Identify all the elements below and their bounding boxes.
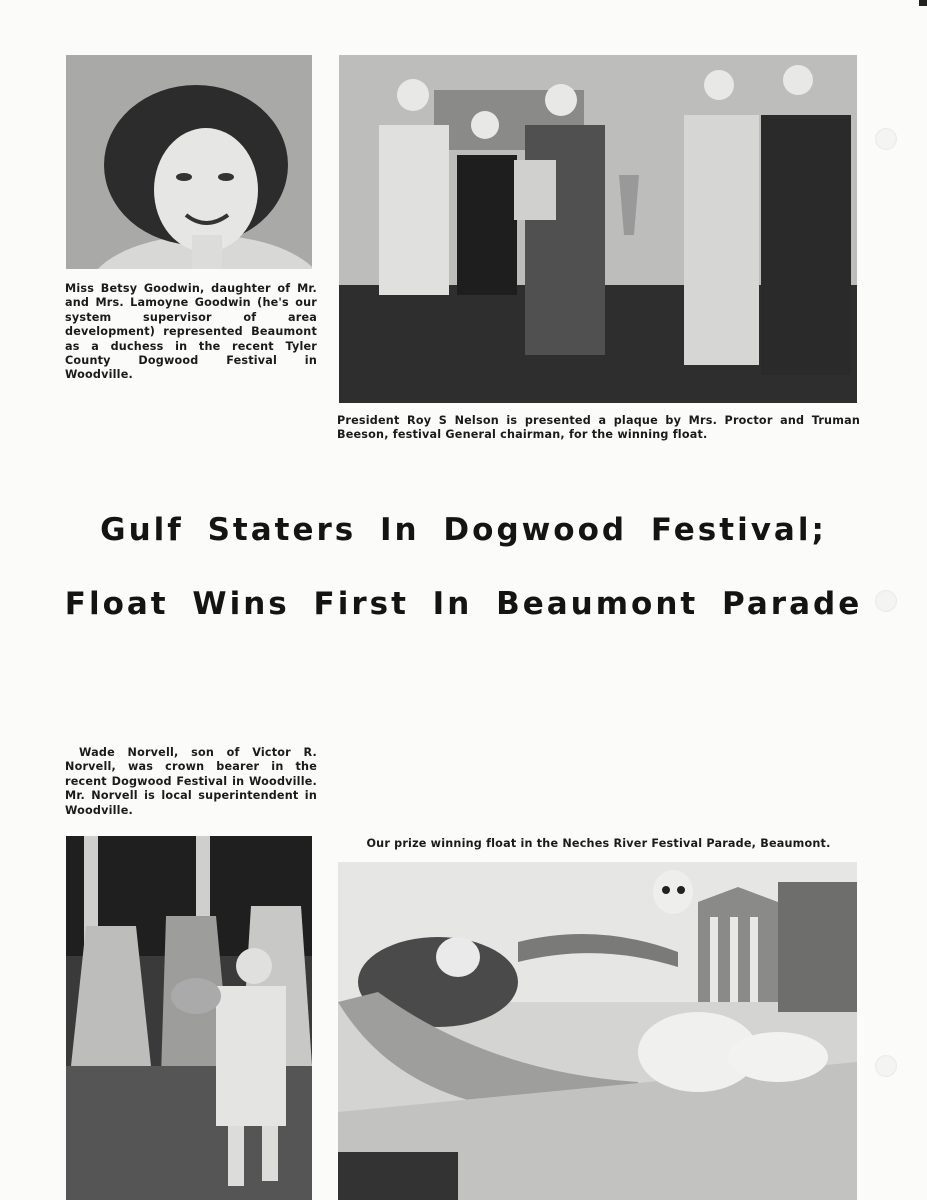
portrait-photo-goodwin <box>66 55 312 269</box>
binder-hole <box>875 128 897 150</box>
headline-line-1: Gulf Staters In Dogwood Festival; <box>100 512 827 548</box>
plaque-presentation-photo <box>339 55 857 403</box>
caption-float: Our prize winning float in the Neches River Festival Parade, Beaumont. <box>366 837 831 850</box>
caption-goodwin: Miss Betsy Goodwin, daughter of Mr. and Mrs. Lamoyne Goodwin (he's our system supervisor of area development) represented Beaumont as a duchess in the recent Tyler County Dogwood Festival in Woodville. <box>65 282 317 382</box>
page-edge-mark <box>919 0 927 6</box>
caption-norvell: Wade Norvell, son of Victor R. Norvell, was crown bearer in the recent Dogwood Festival in Woodville. Mr. Norvell is local superintendent in Woodville. <box>65 746 317 817</box>
binder-hole <box>875 1055 897 1077</box>
headline-line-2: Float Wins First In Beaumont Parade <box>64 586 863 622</box>
parade-float-photo <box>338 862 857 1200</box>
crown-bearer-photo <box>66 836 312 1200</box>
caption-plaque: President Roy S Nelson is presented a plaque by Mrs. Proctor and Truman Beeson, festival General chairman, for the winning float. <box>337 414 860 442</box>
